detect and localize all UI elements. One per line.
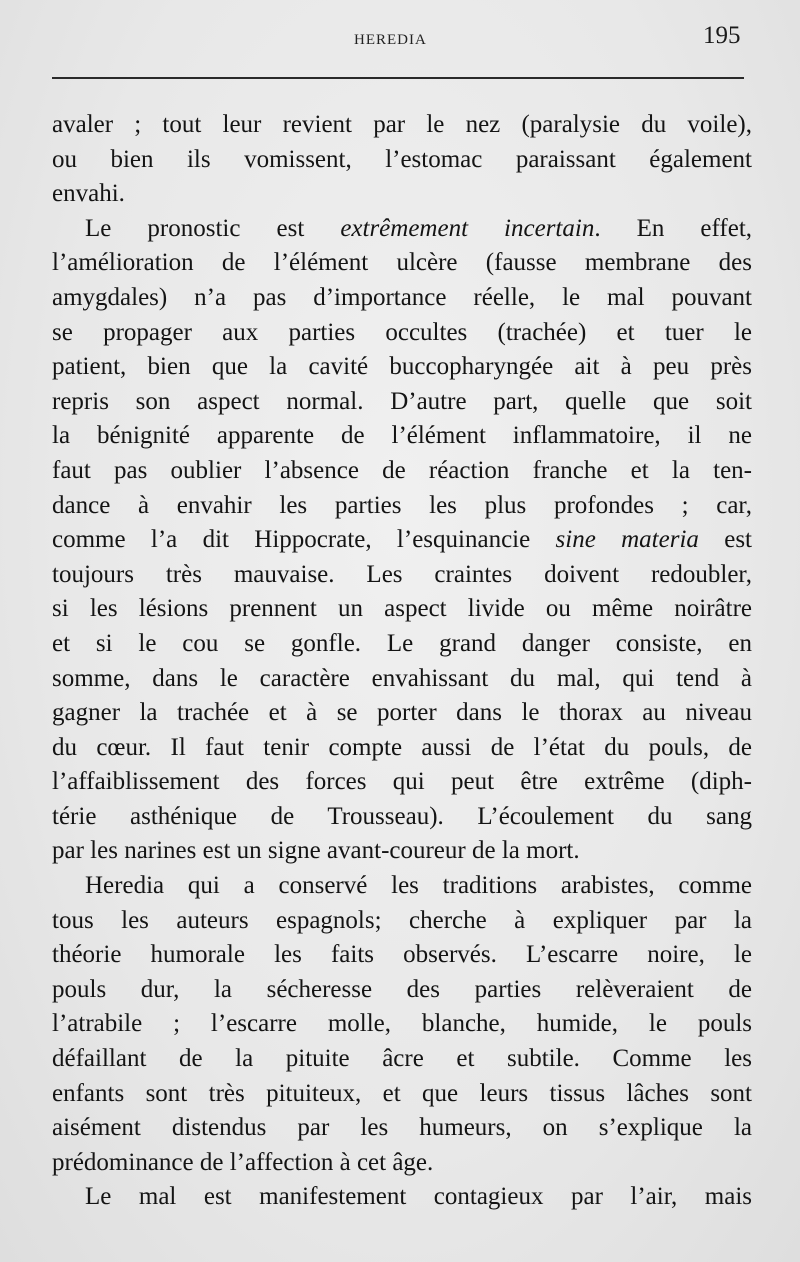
text-line: tous les auteurs espagnols; cherche à expliquer par la	[52, 906, 752, 934]
text-line: l’amélioration de l’élément ulcère (fausse membrane des	[52, 249, 752, 277]
text-segment: . En effet,	[594, 214, 753, 242]
text-segment: est	[698, 526, 752, 554]
text-line: faut pas oublier l’absence de réaction franche et la ten-	[52, 456, 752, 484]
text-line: Heredia qui a conservé les traditions arabistes, comme	[85, 872, 752, 900]
text-line: l’affaiblissement des forces qui peut être extrême (diph-	[52, 768, 752, 796]
text-line: ou bien ils vomissent, l’estomac paraissant également	[52, 145, 752, 173]
text-line: prédominance de l’affection à cet âge.	[52, 1148, 434, 1176]
text-line: térie asthénique de Trousseau). L’écoulement du sang	[52, 802, 752, 830]
text-segment: comme l’a dit Hippocrate, l’esquinancie	[52, 526, 556, 554]
text-line: Le mal est manifestement contagieux par l’air, mais	[85, 1183, 752, 1211]
text-line: aisément distendus par les humeurs, on s’explique la	[52, 1114, 752, 1142]
text-line: par les narines est un signe avant-coureur de la mort.	[52, 837, 580, 865]
text-line: gagner la trachée et à se porter dans le thorax au niveau	[52, 699, 752, 727]
text-line: l’atrabile ; l’escarre molle, blanche, humide, le pouls	[52, 1010, 752, 1038]
text-line: amygdales) n’a pas d’importance réelle, le mal pouvant	[52, 283, 752, 311]
running-title: HEREDIA	[354, 32, 427, 48]
text-line: théorie humorale les faits observés. L’escarre noire, le	[52, 941, 752, 969]
text-line: si les lésions prennent un aspect livide ou même noirâtre	[52, 595, 752, 623]
text-line: somme, dans le caractère envahissant du mal, qui tend à	[52, 664, 752, 692]
text-line: patient, bien que la cavité buccopharyngée ait à peu près	[52, 353, 752, 381]
text-line	[52, 212, 752, 247]
text-line: envahi.	[52, 180, 125, 208]
text-line: repris son aspect normal. D’autre part, quelle que soit	[52, 387, 752, 415]
header-rule	[52, 77, 744, 79]
page-number: 195	[703, 22, 741, 49]
text-line: avaler ; tout leur revient par le nez (paralysie du voile),	[52, 111, 752, 138]
body-text	[52, 108, 752, 1215]
text-line: toujours très mauvaise. Les craintes doivent redoubler,	[52, 560, 752, 588]
text-line: se propager aux parties occultes (trachée) et tuer le	[52, 318, 752, 346]
italic-phrase: extrêmement incertain	[340, 214, 595, 242]
text-line: défaillant de la pituite âcre et subtile. Comme les	[52, 1045, 752, 1073]
text-line: enfants sont très pituiteux, et que leurs tissus lâches sont	[52, 1079, 752, 1107]
text-line: dance à envahir les parties les plus profondes ; car,	[52, 491, 752, 519]
text-line: et si le cou se gonfle. Le grand danger consiste, en	[52, 629, 752, 657]
italic-phrase: sine materia	[555, 526, 699, 554]
text-line: la bénignité apparente de l’élément inflammatoire, il ne	[52, 422, 752, 450]
text-segment: Le pronostic est	[85, 214, 341, 242]
text-line	[52, 523, 752, 558]
text-line: pouls dur, la sécheresse des parties relèveraient de	[52, 975, 752, 1003]
text-line: du cœur. Il faut tenir compte aussi de l’état du pouls, de	[52, 733, 752, 761]
